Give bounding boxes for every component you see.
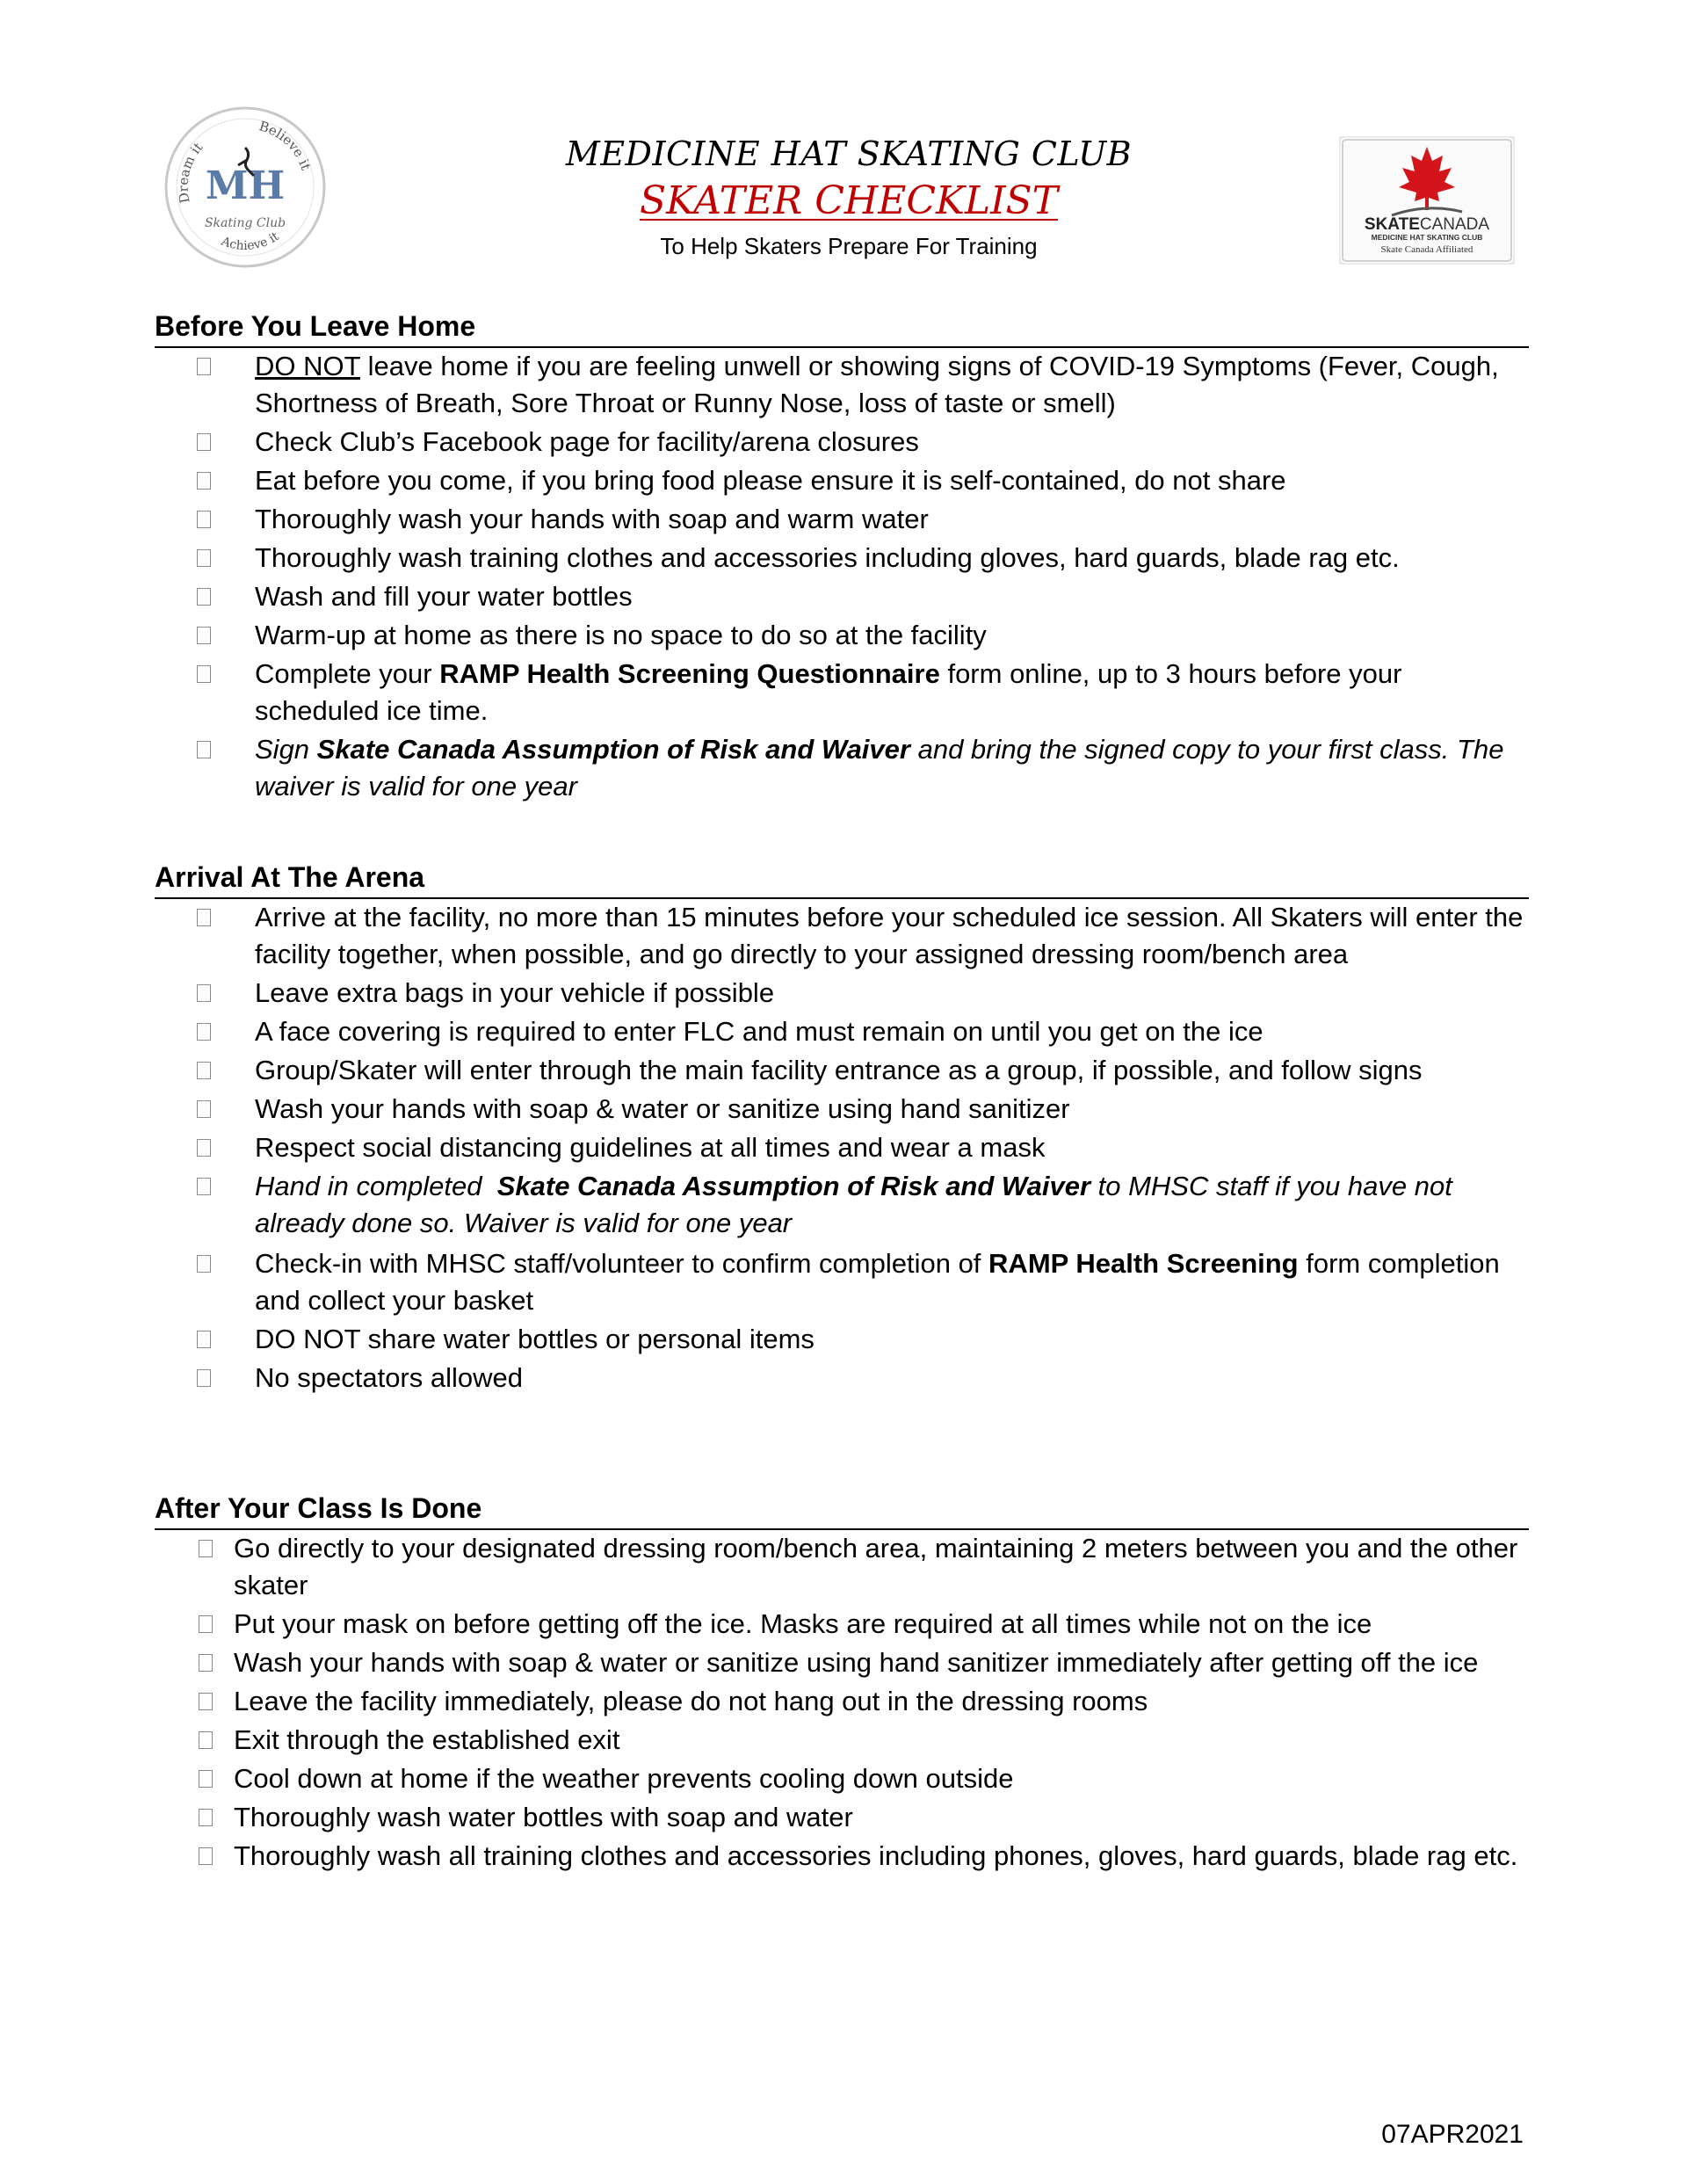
item-text: Thoroughly wash your hands with soap and warm water — [255, 504, 929, 534]
checklist-item — [155, 1530, 1529, 1604]
item-text: Exit through the established exit — [234, 1724, 620, 1755]
checkbox[interactable] — [197, 1369, 211, 1387]
checklist-item — [155, 540, 1529, 577]
checklist-item — [155, 1168, 1529, 1242]
checklist-item — [155, 424, 1529, 461]
checkbox[interactable] — [197, 665, 211, 683]
checklist-item — [155, 1321, 1529, 1358]
section-arrival-at-the-arena — [155, 859, 1529, 1398]
item-text: DO NOT share water bottles or personal items — [255, 1324, 815, 1354]
checklist — [155, 899, 1529, 1397]
brand-affiliation: Skate Canada Affiliated — [1380, 244, 1473, 255]
section-before-you-leave-home — [155, 308, 1529, 807]
item-text: Wash and fill your water bottles — [255, 581, 633, 612]
checkbox[interactable] — [199, 1770, 213, 1788]
checkbox[interactable] — [197, 1062, 211, 1079]
item-text: Hand in completed Skate Canada Assumption of Risk and Waiver to MHSC staff if you have not already done so. Waiver is valid for one year — [255, 1171, 1452, 1238]
document-date: 07APR2021 — [1381, 2120, 1524, 2149]
checklist-item — [155, 1644, 1529, 1681]
item-text: Respect social distancing guidelines at all times and wear a mask — [255, 1132, 1046, 1163]
checklist-item — [155, 1129, 1529, 1166]
item-text: Cool down at home if the weather prevents cooling down outside — [234, 1763, 1014, 1794]
item-text: Leave extra bags in your vehicle if possible — [255, 977, 775, 1008]
checklist-item — [155, 656, 1529, 729]
checkbox[interactable] — [199, 1654, 213, 1672]
checklist — [155, 1530, 1529, 1875]
checklist-item — [155, 1683, 1529, 1720]
item-text: Thoroughly wash all training clothes and accessories including phones, gloves, hard guards, blade rag etc. — [234, 1840, 1518, 1871]
checkbox[interactable] — [197, 1100, 211, 1118]
checkbox[interactable] — [197, 549, 211, 567]
checklist-item — [155, 1838, 1529, 1875]
checklist-item — [155, 1606, 1529, 1643]
checklist-item — [155, 1052, 1529, 1089]
checklist-item — [155, 1799, 1529, 1836]
checkbox[interactable] — [197, 984, 211, 1002]
checkbox[interactable] — [197, 909, 211, 926]
item-text: Complete your RAMP Health Screening Questionnaire form online, up to 3 hours before your scheduled ice time. — [255, 658, 1402, 726]
logo-text-dream: Dream it — [175, 139, 206, 205]
item-text: Put your mask on before getting off the ice. Masks are required at all times while not on the ice — [234, 1608, 1372, 1639]
item-text: Arrive at the facility, no more than 15 minutes before your scheduled ice session. All Skaters will enter the facility together, when possible, and go directly to your assigned dressing room/bench area — [255, 902, 1524, 969]
section-title: Arrival At The Arena — [155, 859, 1529, 899]
checklist-item — [155, 462, 1529, 499]
checkbox[interactable] — [197, 741, 211, 758]
brand-club: MEDICINE HAT SKATING CLUB — [1371, 233, 1483, 242]
checklist-title: SKATER CHECKLIST — [640, 178, 1058, 223]
checklist-item — [155, 1091, 1529, 1128]
checklist-item — [155, 501, 1529, 538]
checklist — [155, 348, 1529, 805]
item-text: Sign Skate Canada Assumption of Risk and Waiver and bring the signed copy to your first class. The waiver is valid for one year — [255, 734, 1504, 802]
item-text: No spectators allowed — [255, 1362, 523, 1393]
checklist-item — [155, 1245, 1529, 1319]
item-text: Group/Skater will enter through the main facility entrance as a group, if possible, and follow signs — [255, 1055, 1423, 1085]
section-after-your-class-is-done — [155, 1490, 1529, 1876]
checkbox[interactable] — [199, 1809, 213, 1826]
logo-text-believe: Believe it — [257, 118, 315, 172]
item-text: A face covering is required to enter FLC and must remain on until you get on the ice — [255, 1016, 1263, 1047]
checkbox[interactable] — [197, 472, 211, 490]
logo-text-skating-club: Skating Club — [204, 216, 286, 230]
checklist-item — [155, 1722, 1529, 1759]
checkbox[interactable] — [199, 1540, 213, 1557]
checkbox[interactable] — [197, 1139, 211, 1157]
checklist-item — [155, 1013, 1529, 1050]
checkbox[interactable] — [199, 1693, 213, 1710]
logo-text-achieve: Achieve it — [219, 229, 282, 254]
checkbox[interactable] — [197, 1178, 211, 1195]
checkbox[interactable] — [197, 588, 211, 606]
checklist-item — [155, 578, 1529, 615]
checklist-item — [155, 617, 1529, 654]
checklist-item — [155, 1760, 1529, 1797]
item-text: Eat before you come, if you bring food please ensure it is self-contained, do not share — [255, 465, 1286, 496]
checkbox[interactable] — [197, 1255, 211, 1273]
checklist-item — [155, 975, 1529, 1012]
subtitle: To Help Skaters Prepare For Training — [660, 233, 1038, 259]
checklist-item — [155, 899, 1529, 973]
checklist-item — [155, 348, 1529, 422]
checkbox[interactable] — [199, 1615, 213, 1633]
section-title: Before You Leave Home — [155, 308, 1529, 348]
club-name: MEDICINE HAT SKATING CLUB — [565, 134, 1133, 173]
item-text: DO NOT leave home if you are feeling unwell or showing signs of COVID-19 Symptoms (Fever, Cough, Shortness of Breath, Sore Throat or Runny Nose, loss of taste or smell) — [255, 351, 1499, 418]
skate-canada-logo — [1339, 136, 1515, 265]
item-text: Wash your hands with soap & water or sanitize using hand sanitizer immediately after getting off the ice — [234, 1647, 1479, 1678]
item-text: Thoroughly wash water bottles with soap and water — [234, 1802, 853, 1832]
section-title: After Your Class Is Done — [155, 1490, 1529, 1530]
item-text: Check-in with MHSC staff/volunteer to confirm completion of RAMP Health Screening form completion and collect your basket — [255, 1248, 1500, 1316]
checkbox[interactable] — [197, 1331, 211, 1348]
checklist-item — [155, 731, 1529, 805]
logo-monogram: MH — [205, 163, 286, 208]
checkbox[interactable] — [197, 433, 211, 451]
checkbox[interactable] — [197, 1023, 211, 1041]
item-text: Go directly to your designated dressing room/bench area, maintaining 2 meters between you and the other skater — [234, 1533, 1518, 1600]
checkbox[interactable] — [197, 511, 211, 528]
item-text: Check Club’s Facebook page for facility/arena closures — [255, 426, 919, 457]
item-text: Thoroughly wash training clothes and accessories including gloves, hard guards, blade rag etc. — [255, 542, 1400, 573]
item-text: Wash your hands with soap & water or sanitize using hand sanitizer — [255, 1093, 1070, 1124]
checkbox[interactable] — [197, 358, 211, 375]
checkbox[interactable] — [197, 627, 211, 644]
checkbox[interactable] — [199, 1847, 213, 1865]
item-text: Warm-up at home as there is no space to do so at the facility — [255, 620, 987, 650]
checkbox[interactable] — [199, 1731, 213, 1749]
brand-wordmark: SKATECANADA — [1364, 215, 1490, 234]
checklist-item — [155, 1360, 1529, 1397]
item-text: Leave the facility immediately, please do not hang out in the dressing rooms — [234, 1686, 1148, 1716]
